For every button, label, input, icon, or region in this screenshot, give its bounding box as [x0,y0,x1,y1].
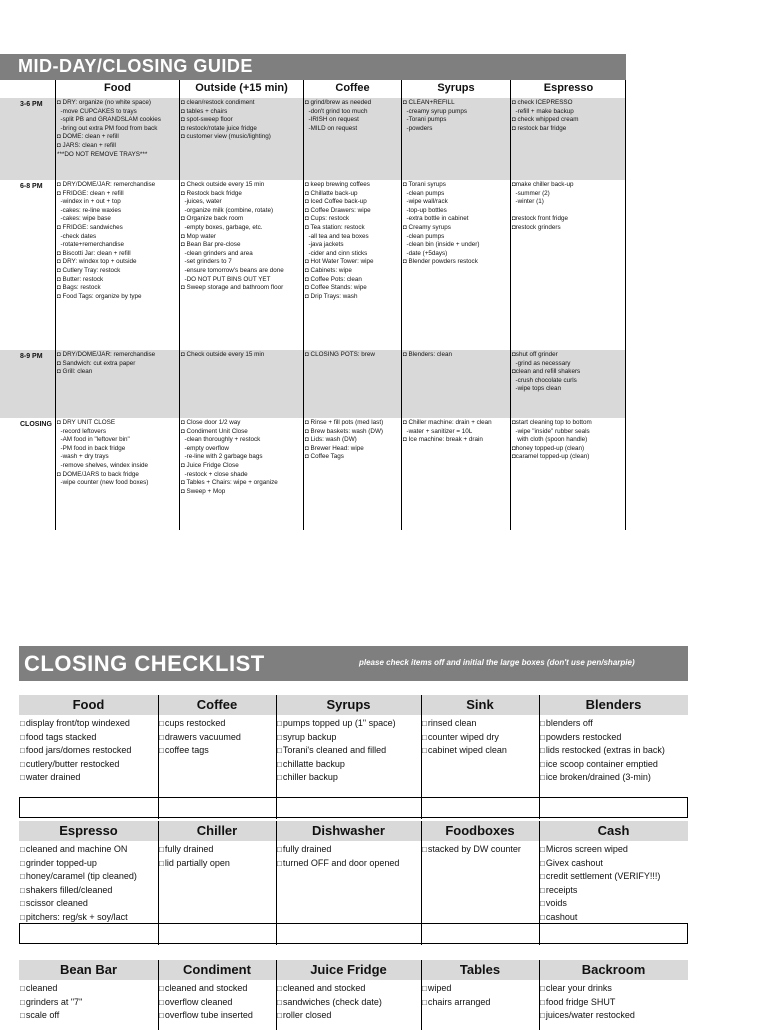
guide-row-time: 8-9 PM [20,353,43,360]
checklist-item-checkbox[interactable]: □ juices/water restocked [540,1009,687,1023]
checklist-item-checkbox[interactable]: □ Torani's cleaned and filled [277,744,420,758]
guide-task: ◘ Coffee Drawers: wipe [305,206,371,214]
checklist-divider [421,960,422,1030]
guide-divider [303,80,304,530]
guide-task: -grind as necessary [512,359,571,367]
checklist-item-checkbox[interactable]: □ stacked by DW counter [422,843,538,857]
checklist-header-chiller: Chiller [196,823,238,838]
guide-task: -check dates [57,232,97,240]
guide-task: ◘ Blenders: clean [403,351,452,358]
guide-task: ◘ FRIDGE: sandwiches [57,223,123,231]
checklist-item-checkbox[interactable]: □ cups restocked [159,717,275,731]
checklist-item-checkbox[interactable]: □ sandwiches (check date) [277,996,420,1010]
guide-task: -extra bottle in cabinet [403,215,469,223]
checklist-header-blenders: Blenders [585,697,642,712]
guide-row [0,180,626,350]
checklist-item-checkbox[interactable]: □ water drained [20,771,157,785]
checklist-item-checkbox[interactable]: □ food jars/domes restocked [20,744,157,758]
checklist-item-checkbox[interactable]: □ fully drained [277,843,420,857]
guide-task: ◘ Biscotti Jar: clean + refill [57,249,131,257]
checklist-item-checkbox[interactable]: □ cutlery/butter restocked [20,758,157,772]
guide-cell-coffee [305,351,400,360]
checklist-item-checkbox[interactable]: □ chairs arranged [422,996,538,1010]
checklist-item-checkbox[interactable]: □ wiped [422,982,538,996]
guide-task: -cakes: re-line waxies [57,206,122,214]
guide-task: ◘ Condiment Unit Close [181,427,248,435]
guide-task: -creamy syrup pumps [403,107,468,115]
guide-task: -winter (1) [512,198,544,206]
checklist-item-checkbox[interactable]: □ Micros screen wiped [540,843,687,857]
guide-task: -split PB and GRANDSLAM cookies [57,116,161,124]
guide-task: ◘ keep brewing coffees [305,181,370,188]
guide-task: ◘ Coffee Tags [305,453,344,461]
guide-task: -empty boxes, garbage, etc. [181,223,263,231]
checklist-item-checkbox[interactable]: □ food tags stacked [20,731,157,745]
guide-task: ◘ clean/restock condiment [181,99,255,106]
checklist-item-checkbox[interactable]: □ grinder topped-up [20,857,157,871]
guide-cell-syrups [403,419,509,445]
guide-task: -crush chocolate curls [512,376,577,384]
checklist-item-checkbox[interactable]: □ Givex cashout [540,857,687,871]
checklist-column-backroom [540,982,687,1023]
guide-task: ◘ customer view (music/lighting) [181,133,271,141]
checklist-header-backroom: Backroom [581,962,646,977]
guide-cell-syrups [403,99,509,133]
checklist-item-checkbox[interactable]: □ drawers vacuumed [159,731,275,745]
initials-box[interactable] [19,797,688,818]
guide-task: ◘ Creamy syrups [403,223,451,231]
guide-task: -PM food in back fridge [57,444,126,452]
checklist-item-checkbox[interactable]: □ blenders off [540,717,687,731]
checklist-title-bar [19,646,688,681]
guide-task: -powders [403,124,433,132]
checklist-item-checkbox[interactable]: □ display front/top windexed [20,717,157,731]
checklist-item-checkbox[interactable]: □ coffee tags [159,744,275,758]
guide-task: ◘caramel topped-up (clean) [512,453,590,461]
guide-cell-outside [181,419,302,496]
checklist-column-bean-bar [20,982,157,1023]
guide-task: ◘start cleaning top to bottom [512,419,592,426]
checklist-column-blenders [540,717,687,785]
guide-row [0,350,626,418]
guide-task: ◘ DRY/DOME/JAR: remerchandise [57,351,156,358]
checklist-item-checkbox[interactable]: □ scissor cleaned [20,897,157,911]
checklist-item-checkbox[interactable]: □ fully drained [159,843,275,857]
checklist-header-foodboxes: Foodboxes [445,823,515,838]
guide-cell-espresso [512,419,624,462]
checklist-column-coffee [159,717,275,758]
checklist-header-sink: Sink [466,697,494,712]
guide-task: ◘ Ice machine: break + drain [403,436,483,444]
guide-title-bar [0,54,626,80]
checklist-item-checkbox[interactable]: □ chillatte backup [277,758,420,772]
guide-cell-coffee [305,419,400,462]
guide-task: -cider and cinn sticks [305,249,368,257]
checklist-header-tables: Tables [459,962,501,977]
checklist-item-checkbox[interactable]: □ shakers filled/cleaned [20,884,157,898]
checklist-column-juice-fridge [277,982,420,1023]
guide-row [0,98,626,180]
guide-cell-coffee [305,181,400,301]
guide-row-time: 6-8 PM [20,183,43,190]
checklist-item-checkbox[interactable]: □ voids [540,897,687,911]
guide-task: -IRISH on request [305,116,359,124]
guide-cell-coffee [305,99,400,133]
guide-task: ◘ Mop water [181,232,216,240]
guide-task: ◘ DRY: windex top + outside [57,258,137,266]
guide-header-syrups: Syrups [437,82,475,94]
checklist-item-checkbox[interactable]: □ credit settlement (VERIFY!!!) [540,870,687,884]
guide-cell-food [57,419,178,488]
guide-task: ◘ Check outside every 15 min [181,181,265,188]
guide-task: ◘ check ICEPRESSO [512,99,573,106]
initials-box[interactable] [19,923,688,944]
guide-task: ◘ Tables + Chairs: wipe + organize [181,479,278,487]
guide-task: ◘ CLOSING POTS: brew [305,351,375,358]
checklist-item-checkbox[interactable]: □ lid partially open [159,857,275,871]
guide-task: ◘ Hot Water Tower: wipe [305,258,374,266]
guide-row-time: 3-6 PM [20,101,43,108]
guide-task: -water + sanitizer = 10L [403,427,473,435]
guide-task: -wipe tops clean [512,385,562,393]
guide-divider [625,80,626,530]
guide-task: -don't grind too much [305,107,368,115]
checklist-item-checkbox[interactable]: □ scale off [20,1009,157,1023]
checklist-column-food [20,717,157,785]
guide-task: -clean bin (inside + under) [403,241,480,249]
guide-row [0,418,626,530]
checklist-section [19,960,688,1030]
checklist-item-checkbox[interactable]: □ turned OFF and door opened [277,857,420,871]
guide-task: ◘ JARS: clean + refill [57,141,116,149]
checklist-item-checkbox[interactable]: □ roller closed [277,1009,420,1023]
guide-task: ◘ DRY/DOME/JAR: remerchandise [57,181,156,188]
guide-task: -re-line with 2 garbage bags [181,453,263,461]
checklist-item-checkbox[interactable]: □ powders restocked [540,731,687,745]
guide-task: ◘ Sweep storage and bathroom floor [181,284,284,292]
checklist-item-checkbox[interactable]: □ pitchers: reg/sk + soy/lact [20,911,157,925]
guide-divider [179,80,180,530]
checklist-column-foodboxes [422,843,538,857]
checklist-item-checkbox[interactable]: □ cleaned and machine ON [20,843,157,857]
guide-cell-espresso [512,181,624,233]
guide-cell-espresso [512,99,624,133]
guide-task: ◘ Brewer Head: wipe [305,444,364,452]
checklist-header-bean-bar: Bean Bar [59,962,118,977]
guide-task: -clean pumps [403,189,445,197]
checklist-item-checkbox[interactable]: □ lids restocked (extras in back) [540,744,687,758]
checklist-item-checkbox[interactable]: □ overflow tube inserted [159,1009,275,1023]
checklist-item-checkbox[interactable]: □ ice scoop container emptied [540,758,687,772]
checklist-item-checkbox[interactable]: □ chiller backup [277,771,420,785]
guide-task: -MILD on request [305,124,358,132]
guide-divider [55,80,56,530]
guide-task: ◘ check whipped cream [512,116,579,124]
guide-task: ◘ Food Tags: organize by type [57,292,142,300]
guide-header-coffee: Coffee [335,82,370,94]
checklist-header-coffee: Coffee [196,697,238,712]
guide-task: ◘ Close door 1/2 way [181,419,241,426]
guide-cell-food [57,181,178,301]
checklist-item-checkbox[interactable]: □ clear your drinks [540,982,687,996]
guide-task: ◘ Drip Trays: wash [305,292,358,300]
guide-task: -DO NOT PUT BINS OUT YET [181,275,271,283]
guide-task: ◘ DRY UNIT CLOSE [57,419,116,426]
guide-task: ◘honey topped-up (clean) [512,444,585,452]
checklist-item-checkbox[interactable]: □ receipts [540,884,687,898]
checklist-header-cash: Cash [597,823,630,838]
guide-task: ◘ Bags: restock [57,284,101,292]
guide-task: ***DO NOT REMOVE TRAYS*** [57,150,148,158]
guide-cell-outside [181,351,302,360]
checklist-header-condiment: Condiment [183,962,251,977]
checklist-item-checkbox[interactable]: □ overflow cleaned [159,996,275,1010]
guide-cell-food [57,99,178,159]
guide-task: with cloth (spoon handle) [512,436,588,444]
guide-task: -top-up bottles [403,206,447,214]
guide-task: ◘shut off grinder [512,351,558,358]
checklist-header-dishwasher: Dishwasher [312,823,385,838]
guide-task: ◘ Brew baskets: wash (DW) [305,427,383,435]
guide-task: ◘ restock bar fridge [512,124,567,132]
guide-cell-food [57,351,178,377]
guide-task: ◘ Iced Coffee back-up [305,198,367,206]
checklist-column-dishwasher [277,843,420,870]
guide-task: -wipe "inside" rubber seals [512,427,590,435]
guide-cell-outside [181,181,302,293]
guide-task: -ensure tomorrow's beans are done [181,266,284,274]
guide-task: -organize milk (combine, rotate) [181,206,274,214]
checklist-item-checkbox[interactable]: □ counter wiped dry [422,731,538,745]
guide-task: ◘restock front fridge [512,215,568,223]
guide-task: ◘ DOME: clean + refill [57,133,119,141]
checklist-header-food: Food [72,697,105,712]
guide-task: -move CUPCAKES to trays [57,107,137,115]
guide-task: ◘ Sandwich: cut extra paper [57,359,136,367]
guide-task: ◘ Chiller machine: drain + clean [403,419,492,426]
guide-task: ◘ Coffee Stands: wipe [305,284,367,292]
guide-task: ◘ Restock back fridge [181,189,242,197]
checklist-column-condiment [159,982,275,1023]
guide-task: -java jackets [305,241,344,249]
guide-task: -clean pumps [403,232,445,240]
guide-task: -cakes: wipe base [57,215,111,223]
checklist-section [19,821,688,945]
checklist-divider [158,960,159,1030]
guide-task: -all tea and tea boxes [305,232,369,240]
guide-divider [510,80,511,530]
guide-task: -date (+5days) [403,249,448,257]
checklist-header-juice-fridge: Juice Fridge [310,962,387,977]
guide-task: -Torani pumps [403,116,447,124]
guide-title: MID-DAY/CLOSING GUIDE [18,56,253,76]
guide-task: ◘ Cups: restock [305,215,350,223]
checklist-item-checkbox[interactable]: □ syrup backup [277,731,420,745]
checklist-divider [276,960,277,1030]
guide-task: ◘ Butter: restock [57,275,104,283]
guide-task: ◘ DOME/JARS to back fridge [57,470,139,478]
guide-cell-syrups [403,181,509,267]
guide-task: ◘ Lids: wash (DW) [305,436,357,444]
guide-task: ◘ Cabinets: wipe [305,266,352,274]
guide-task: ◘ Cutlery Tray: restock [57,266,121,274]
guide-task: ◘ Check outside every 15 min [181,351,265,358]
guide-task: -windex in + out + top [57,198,121,206]
checklist-item-checkbox[interactable]: □ pumps topped up (1" space) [277,717,420,731]
checklist-item-checkbox[interactable]: □ honey/caramel (tip cleaned) [20,870,157,884]
guide-task: -refill + make backup [512,107,574,115]
checklist-column-sink [422,717,538,758]
guide-task: ◘ DRY: organize (no white space) [57,99,151,106]
guide-task: ◘ Rinse + fill pots (med last) [305,419,384,426]
checklist-item-checkbox[interactable]: □ food fridge SHUT [540,996,687,1010]
guide-task: ◘ Blender powders restock [403,258,478,266]
guide-task: ◘ Sweep + Mop [181,487,226,495]
guide-task: ◘ Chillatte back-up [305,189,358,197]
guide-task: ◘ Torani syrups [403,181,446,188]
checklist-item-checkbox[interactable]: □ cashout [540,911,687,925]
guide-cell-espresso [512,351,624,394]
guide-task: ◘ Organize back room [181,215,244,223]
checklist-column-chiller [159,843,275,870]
checklist-column-cash [540,843,687,925]
guide-cell-syrups [403,351,509,360]
guide-task: -remove shelves, windex inside [57,461,148,469]
guide-task: -set grinders to 7 [181,258,232,266]
checklist-section [19,695,688,819]
checklist-item-checkbox[interactable]: □ cabinet wiped clean [422,744,538,758]
guide-row-time: CLOSING [20,421,52,428]
guide-task: ◘ Juice Fridge Close [181,461,239,469]
checklist-header-espresso: Espresso [59,823,118,838]
guide-task: -wipe wall/rack [403,198,448,206]
guide-task: -bring out extra PM food from back [57,124,158,132]
checklist-item-checkbox[interactable]: □ ice broken/drained (3-min) [540,771,687,785]
midday-closing-guide [0,54,626,495]
guide-task: ◘ Bean Bar pre-close [181,241,241,249]
guide-task: -record leftovers [57,427,106,435]
checklist-column-espresso [20,843,157,925]
guide-header-row [0,80,626,98]
guide-task: ◘ Coffee Pots: clean [305,275,362,283]
checklist-header-syrups: Syrups [326,697,371,712]
guide-task: -restock + close shade [181,470,248,478]
checklist-item-checkbox[interactable]: □ cleaned [20,982,157,996]
guide-cell-outside [181,99,302,142]
guide-task: ◘make chiller back-up [512,181,574,188]
guide-task: -wash + dry trays [57,453,109,461]
checklist-column-tables [422,982,538,1009]
checklist-item-checkbox[interactable]: □ rinsed clean [422,717,538,731]
guide-task: -clean thoroughly + restock [181,436,261,444]
guide-header-espresso: Espresso [543,82,594,94]
guide-header-food: Food [104,82,131,94]
guide-task: -rotate+remerchandise [57,241,125,249]
checklist-column-syrups [277,717,420,785]
guide-task: ◘ tables + chairs [181,107,228,115]
guide-task: ◘ Tea station: restock [305,223,365,231]
guide-task: -empty overflow [181,444,229,452]
guide-task: -wipe counter (new food boxes) [57,479,149,487]
guide-task: -AM food in "leftover bin" [57,436,130,444]
guide-task: -juices, water [181,198,222,206]
guide-task: ◘ FRIDGE: clean + refill [57,189,124,197]
checklist-instructions: please check items off and initial the large boxes (don't use pen/sharpie) [359,658,635,667]
guide-divider [401,80,402,530]
checklist-item-checkbox[interactable]: □ cleaned and stocked [159,982,275,996]
guide-task: ◘ CLEAN+REFILL [403,99,455,106]
guide-task: ◘ Grill: clean [57,368,93,376]
checklist-item-checkbox[interactable]: □ grinders at "7" [20,996,157,1010]
guide-task: ◘ spot-sweep floor [181,116,233,124]
guide-header-outside: Outside (+15 min) [195,82,288,94]
guide-task: ◘ restock/rotate juice fridge [181,124,257,132]
guide-task: ◘clean and refill shakers [512,368,581,376]
guide-task: -summer (2) [512,189,550,197]
guide-task: -clean grinders and area [181,249,253,257]
guide-task: ◘restock grinders [512,223,561,231]
guide-task [512,207,624,216]
checklist-item-checkbox[interactable]: □ cleaned and stocked [277,982,420,996]
checklist-title: CLOSING CHECKLIST [24,651,265,676]
checklist-divider [539,960,540,1030]
guide-task: ◘ grind/brew as needed [305,99,372,106]
